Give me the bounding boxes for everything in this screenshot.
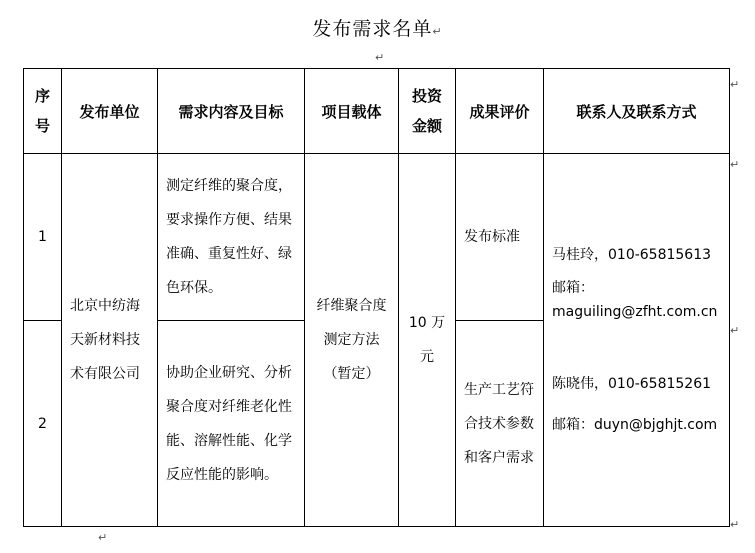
paragraph-mark: ↵ xyxy=(98,531,108,544)
header-investment-line2: 金额 xyxy=(411,117,442,135)
table-row xyxy=(24,154,730,321)
header-seq-line1: 序 xyxy=(34,87,50,105)
content-cell: 协助企业研究、分析聚合度对纤维老化性能、溶解性能、化学反应性能的影响。 xyxy=(158,321,305,527)
seq-cell: 1 xyxy=(24,154,62,321)
paragraph-mark: ↵ xyxy=(730,518,740,531)
paragraph-mark: ↵ xyxy=(730,324,740,337)
paragraph-mark: ↵ xyxy=(375,51,385,64)
header-org: 发布单位 xyxy=(62,69,158,154)
header-carrier: 项目载体 xyxy=(305,69,399,154)
paragraph-mark: ↵ xyxy=(730,78,740,91)
page-title xyxy=(0,14,755,41)
content-cell: 测定纤维的聚合度，要求操作方便、结果准确、重复性好、绿色环保。 xyxy=(158,154,305,321)
paragraph-mark: ↵ xyxy=(432,25,443,38)
header-seq xyxy=(24,69,62,154)
seq-cell: 2 xyxy=(24,321,62,527)
header-investment xyxy=(399,69,456,154)
contact-1-email: 邮箱：maguiling@zfht.com.cn xyxy=(552,279,718,320)
evaluation-cell: 生产工艺符合技术参数和客户需求 xyxy=(456,321,544,527)
header-contact: 联系人及联系方式 xyxy=(544,69,730,154)
header-content: 需求内容及目标 xyxy=(158,69,305,154)
contact-2-email: 邮箱：duyn@bjghjt.com xyxy=(552,416,718,433)
header-investment-line1: 投资 xyxy=(411,87,442,105)
evaluation-cell: 发布标准 xyxy=(456,154,544,321)
header-seq-line2: 号 xyxy=(34,117,50,135)
contact-1-name-phone: 马桂玲，010-65815613 xyxy=(552,246,712,263)
header-row xyxy=(24,69,730,154)
paragraph-mark: ↵ xyxy=(730,158,740,171)
header-evaluation: 成果评价 xyxy=(456,69,544,154)
title-text: 发布需求名单 xyxy=(312,18,433,40)
carrier-cell: 纤维聚合度测定方法（暂定） xyxy=(305,154,399,527)
investment-cell: 10 万元 xyxy=(399,154,456,527)
contact-cell xyxy=(544,154,730,527)
requirements-table xyxy=(23,68,730,527)
org-cell: 北京中纺海天新材料技术有限公司 xyxy=(62,154,158,527)
contact-2-name-phone: 陈晓伟，010-65815261 xyxy=(552,375,712,392)
